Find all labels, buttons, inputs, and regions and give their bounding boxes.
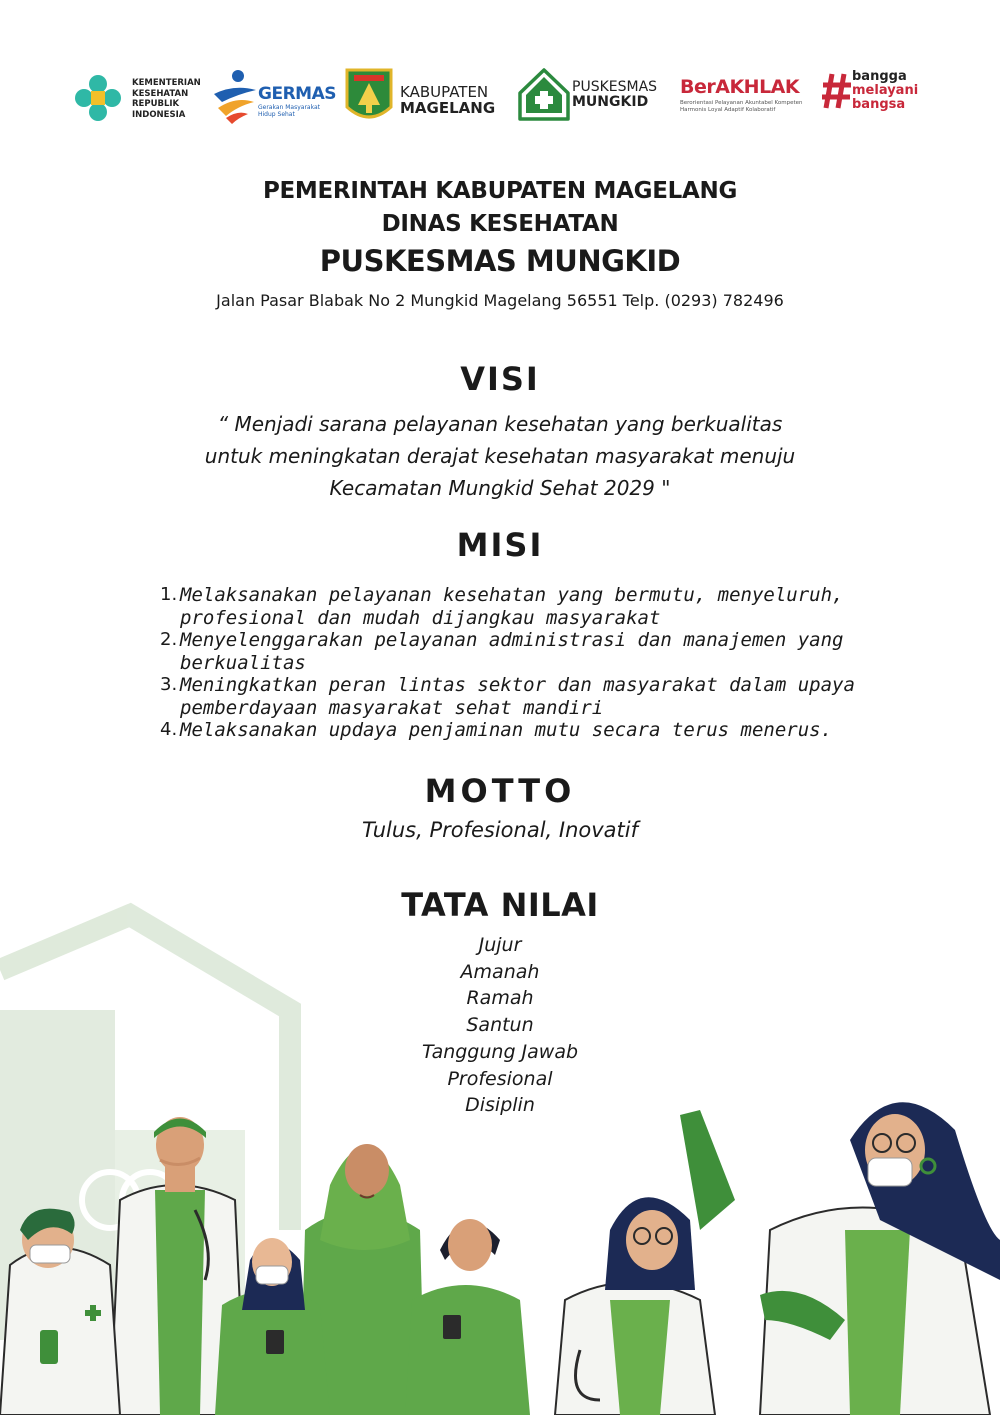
tata-nilai-item: Profesional <box>447 1067 553 1090</box>
tata-nilai-item: Amanah <box>460 960 540 983</box>
government-title: PEMERINTAH KABUPATEN MAGELANG <box>262 178 738 204</box>
visi-line: “ Menjadi sarana pelayanan kesehatan yang berkualitas <box>217 412 783 436</box>
berakhlak-logo-subtitle: Berorientasi Pelayanan Akuntabel Kompeten Harmonis Loyal Adaptif Kolaboratif <box>680 100 803 113</box>
misi-list <box>160 584 900 742</box>
bangga-line2: melayani <box>852 83 919 98</box>
misi-item-line: berkualitas <box>180 651 306 674</box>
germas-logo-subtitle: Gerakan Masyarakat Hidup Sehat <box>258 104 320 118</box>
misi-item <box>160 719 900 742</box>
magelang-line2: MAGELANG <box>400 99 496 117</box>
bangga-line3: bangsa <box>852 97 906 112</box>
tata-nilai-item: Ramah <box>466 987 534 1010</box>
tata-nilai-item: Santun <box>466 1014 534 1037</box>
misi-item-number: 1. <box>160 584 178 605</box>
misi-item-line: Meningkatkan peran lintas sektor dan masyarakat dalam upaya <box>180 674 855 696</box>
kemenkes-logo-text: KEMENTERIAN KESEHATAN REPUBLIK INDONESIA <box>132 78 201 120</box>
misi-item-line: pemberdayaan masyarakat sehat mandiri <box>180 696 604 719</box>
misi-item <box>160 584 900 629</box>
misi-item-number: 4. <box>160 719 178 740</box>
institution-title: PUSKESMAS MUNGKID <box>319 244 681 278</box>
germas-logo-title: GERMAS <box>258 84 336 104</box>
puskesmas-logo-line1: PUSKESMAS <box>572 79 658 95</box>
misi-heading: MISI <box>456 526 544 564</box>
magelang-line1: KABUPATEN <box>400 83 489 101</box>
bangga-line1: bangga <box>852 69 907 84</box>
visi-heading: VISI <box>460 360 540 398</box>
misi-item-line: Melaksanakan updaya penjaminan mutu secara terus menerus. <box>180 719 833 741</box>
puskesmas-logo-line2: MUNGKID <box>572 94 649 110</box>
tata-nilai-heading: TATA NILAI <box>401 886 599 924</box>
misi-item-number: 2. <box>160 629 178 650</box>
misi-item <box>160 629 900 674</box>
department-title: DINAS KESEHATAN <box>381 211 619 237</box>
misi-item <box>160 674 900 719</box>
misi-item-line: Menyelenggarakan pelayanan administrasi dan manajemen yang <box>180 629 844 651</box>
tata-nilai-item: Jujur <box>478 934 522 956</box>
misi-item-line: profesional dan mudah dijangkau masyarakat <box>180 606 661 629</box>
misi-item-number: 3. <box>160 674 178 695</box>
tata-nilai-item: Tanggung Jawab <box>421 1040 579 1063</box>
visi-line: untuk meningkatan derajat kesehatan masyarakat menuju <box>204 444 796 468</box>
visi-statement <box>0 408 1000 504</box>
berakhlak-logo-title: BerAKHLAK <box>680 76 800 98</box>
tata-nilai-list <box>0 932 1000 1119</box>
motto-heading: MOTTO <box>424 772 576 810</box>
address-line: Jalan Pasar Blabak No 2 Mungkid Magelang 56551 Telp. (0293) 782496 <box>216 291 784 310</box>
tata-nilai-item: Disiplin <box>465 1094 535 1117</box>
misi-item-line: Melaksanakan pelayanan kesehatan yang bermutu, menyeluruh, <box>180 584 844 606</box>
motto-text: Tulus, Profesional, Inovatif <box>361 818 638 842</box>
visi-line: Kecamatan Mungkid Sehat 2029 " <box>329 476 671 500</box>
